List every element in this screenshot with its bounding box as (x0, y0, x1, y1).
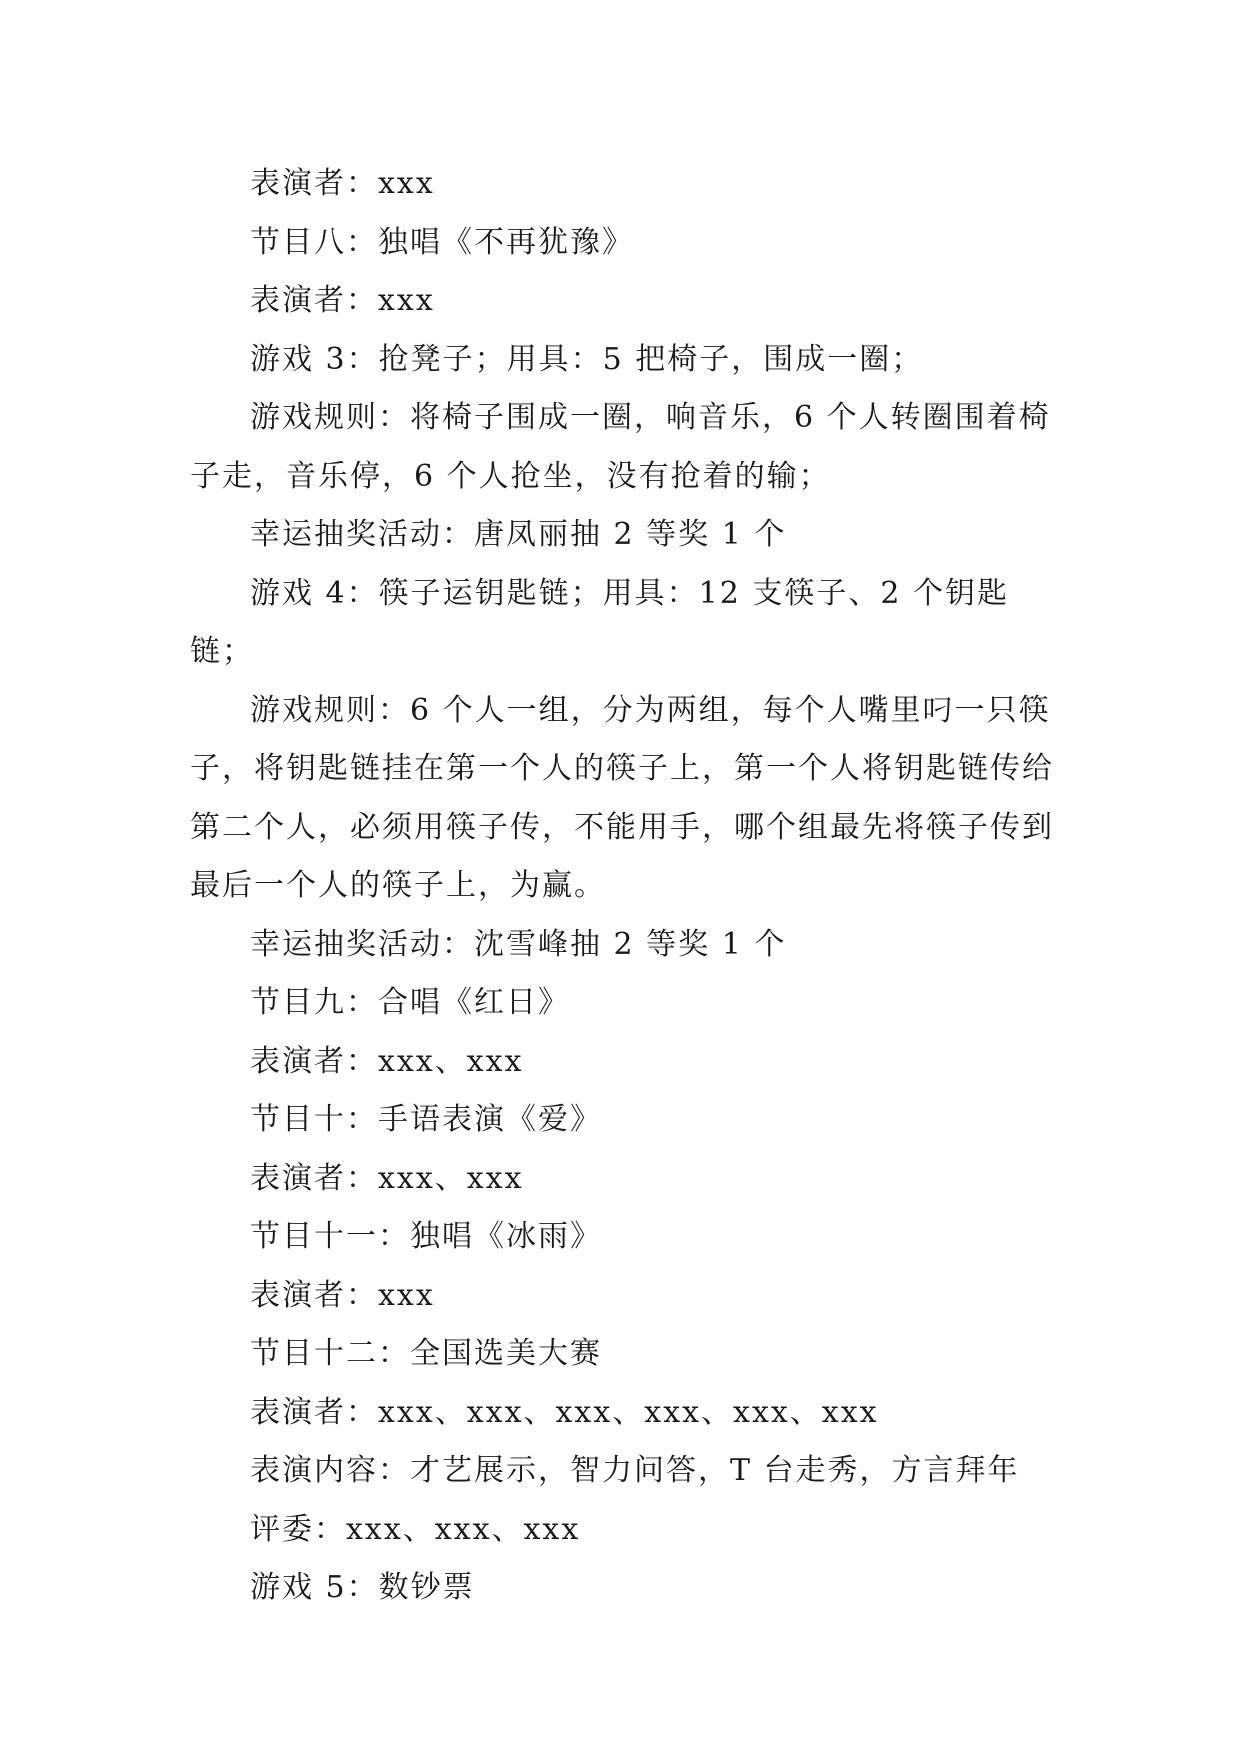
paragraph-game-4-rules: 游戏规则：6 个人一组，分为两组，每个人嘴里叼一只筷子，将钥匙链挂在第一个人的筷子上，第一个人将钥匙链传给第二个人，必须用筷子传，不能用手，哪个组最先将筷子传到最后一个人的筷子上，为赢。 (190, 692, 1054, 903)
paragraph-program-12: 节目十二：全国选美大赛 (250, 1336, 602, 1371)
paragraph-performer: 表演者：xxx、xxx (250, 1043, 524, 1079)
paragraph-lucky-draw: 幸运抽奖活动：唐凤丽抽 2 等奖 1 个 (250, 517, 787, 552)
paragraph-performer: 表演者：xxx (250, 283, 435, 318)
paragraph-lucky-draw: 幸运抽奖活动：沈雪峰抽 2 等奖 1 个 (250, 926, 787, 962)
paragraph-performer: 表演者：xxx、xxx (250, 1160, 524, 1196)
paragraph-program-11: 节目十一：独唱《冰雨》 (250, 1219, 602, 1254)
paragraph-game-5: 游戏 5：数钞票 (250, 1570, 475, 1605)
paragraph-performer: 表演者：xxx (250, 166, 435, 201)
document-body (190, 155, 1070, 1618)
paragraph-performer: 表演者：xxx (250, 1277, 435, 1313)
paragraph-game-4: 游戏 4：筷子运钥匙链；用具：12 支筷子、2 个钥匙链； (190, 575, 1009, 669)
paragraph-program-10: 节目十：手语表演《爱》 (250, 1102, 602, 1137)
paragraph-program-9: 节目九：合唱《红日》 (250, 985, 570, 1020)
paragraph-performance-content: 表演内容：才艺展示，智力问答，T 台走秀，方言拜年 (250, 1453, 1020, 1488)
paragraph-judges: 评委：xxx、xxx、xxx (250, 1511, 581, 1547)
paragraph-game-3: 游戏 3：抢凳子；用具：5 把椅子，围成一圈； (250, 341, 924, 377)
paragraph-game-3-rules: 游戏规则：将椅子围成一圈，响音乐，6 个人转圈围着椅子走，音乐停，6 个人抢坐，没有抢着的输； (190, 400, 1051, 494)
paragraph-program-8: 节目八：独唱《不再犹豫》 (250, 224, 634, 260)
paragraph-performer: 表演者：xxx、xxx、xxx、xxx、xxx、xxx (250, 1394, 879, 1430)
